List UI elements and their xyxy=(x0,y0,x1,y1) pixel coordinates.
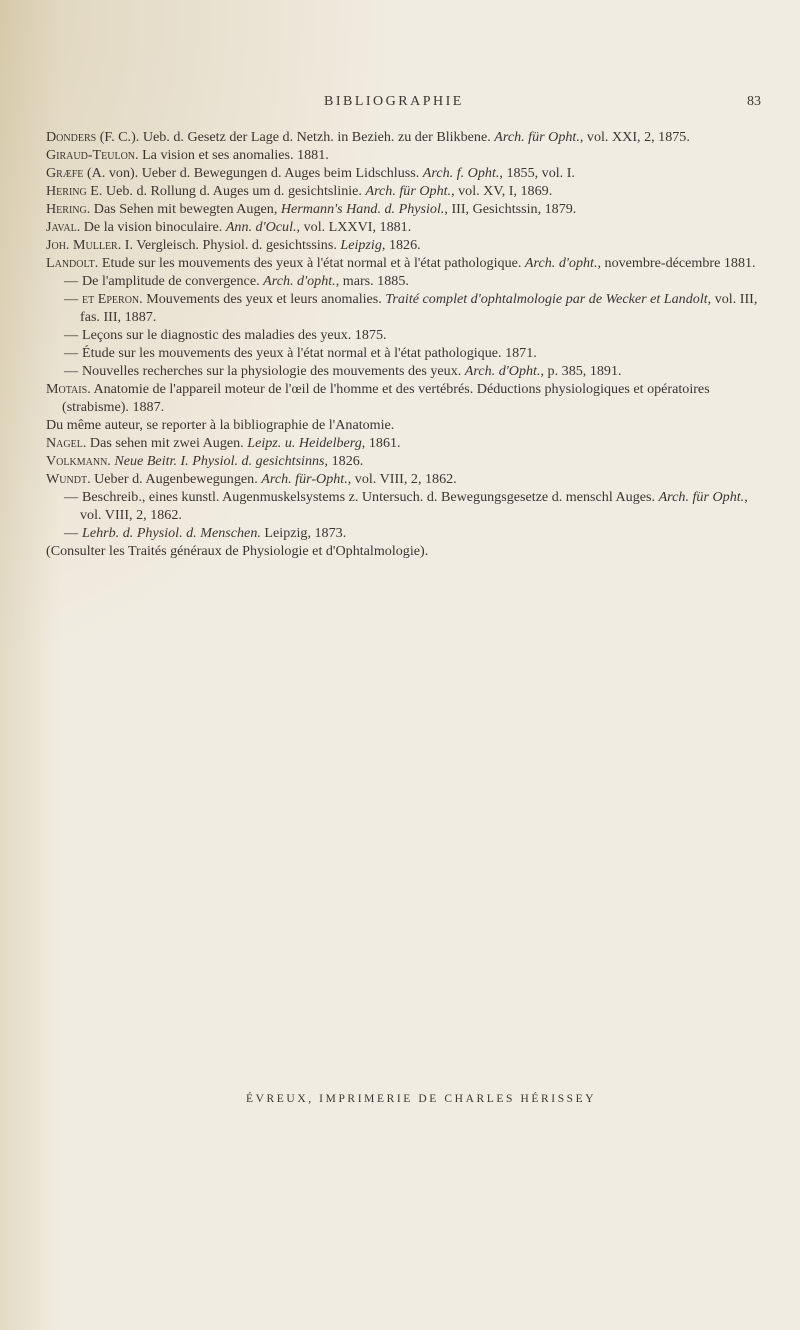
entry-text: Leçons sur le diagnostic des maladies des yeux. 1875. xyxy=(82,327,387,343)
bib-entry-wundt xyxy=(46,470,768,488)
journal-title: Hermann's Hand. d. Physiol. xyxy=(280,201,445,217)
entry-citation: , III, Gesichtssin, 1879. xyxy=(444,201,577,217)
entry-citation: , vol. XV, I, 1869. xyxy=(451,183,553,199)
coauthor-name: et Eperon xyxy=(82,291,140,307)
entry-text: . Das Sehen mit bewegten Augen, xyxy=(86,201,281,217)
page-number: 83 xyxy=(747,94,761,109)
journal-title: Arch. für-Opht. xyxy=(261,471,348,487)
em-dash: — xyxy=(64,525,79,541)
bib-entry-donders xyxy=(46,128,768,146)
entry-citation: , vol. XXI, 2, 1875. xyxy=(579,129,690,145)
entry-citation: , 1826. xyxy=(324,453,364,469)
entry-text: . La vision et ses anomalies. 1881. xyxy=(135,147,329,163)
entry-citation: , 1826. xyxy=(381,237,421,253)
em-dash: — xyxy=(64,273,79,289)
author-name: Volkmann xyxy=(46,453,108,469)
author-name: Landolt xyxy=(46,255,95,271)
page-header xyxy=(0,94,800,114)
entry-text: Beschreib., eines kunstl. Augenmuskelsystems z. Untersuch. d. Bewegungsgesetze d. menschl Auges. xyxy=(82,489,659,505)
entry-citation: , vol. III, fas. III, 1887. xyxy=(80,291,758,325)
author-name: Giraud-Teulon xyxy=(46,147,136,163)
entry-citation: , mars. 1885. xyxy=(335,273,409,289)
bib-subentry-wundt-lehrb xyxy=(46,524,768,542)
author-name: Donders xyxy=(46,129,97,145)
journal-title: Leipz. u. Heidelberg xyxy=(247,435,362,451)
journal-title: Arch. für Opht. xyxy=(494,129,580,145)
bib-subentry-landolt-etude xyxy=(46,344,768,362)
journal-title: Leipzig xyxy=(340,237,382,253)
bib-entry-giraud-teulon xyxy=(46,146,768,164)
bib-subentry-landolt-eperon xyxy=(46,290,768,326)
entry-text: . Das sehen mit zwei Augen. xyxy=(82,435,248,451)
entry-text: Nouvelles recherches sur la physiologie des mouvements des yeux. xyxy=(82,363,465,379)
bib-subentry-landolt-lecons xyxy=(46,326,768,344)
author-name: Hering xyxy=(46,201,87,217)
same-author-note: Du même auteur, se reporter à la bibliographie de l'Anatomie. xyxy=(46,417,395,433)
closing-note: (Consulter les Traités généraux de Physiologie et d'Ophtalmologie). xyxy=(46,543,429,559)
entry-text: (A. von). Ueber d. Bewegungen d. Auges beim Lidschluss. xyxy=(83,165,423,181)
em-dash: — xyxy=(64,363,79,379)
entry-citation: , 1861. xyxy=(361,435,401,451)
bib-entry-volkmann xyxy=(46,452,768,470)
journal-title: Arch. für Opht. xyxy=(658,489,745,505)
author-name: Motais xyxy=(46,381,88,397)
bibliography-list xyxy=(46,128,768,560)
entry-text: . xyxy=(107,453,115,469)
journal-title: Ann. d'Ocul. xyxy=(225,219,297,235)
entry-text: . Ueber d. Augenbewegungen. xyxy=(87,471,262,487)
bib-entry-javal xyxy=(46,218,768,236)
entry-text: . Etude sur les mouvements des yeux à l'état normal et à l'état pathologique. xyxy=(94,255,525,271)
journal-title: Neue Beitr. I. Physiol. d. gesichtsinns xyxy=(114,453,325,469)
journal-title: Traité complet d'ophtalmologie par de Wecker et Landolt xyxy=(385,291,708,307)
author-name: Javal xyxy=(46,219,77,235)
entry-text: . Anatomie de l'appareil moteur de l'œil de l'homme et des vertébrés. Déductions physiologiques et opératoires (strabisme). 1887. xyxy=(62,381,710,415)
bib-subentry-landolt-nouvelles xyxy=(46,362,768,380)
entry-citation: , p. 385, 1891. xyxy=(540,363,622,379)
bib-entry-hering-1 xyxy=(46,182,768,200)
journal-title: Arch. d'opht. xyxy=(263,273,336,289)
entry-citation: Leipzig, 1873. xyxy=(260,525,347,541)
author-name: Græfe xyxy=(46,165,84,181)
bib-subentry-landolt-convergence xyxy=(46,272,768,290)
journal-title: Arch. für Opht. xyxy=(365,183,452,199)
bib-subentry-wundt-beschreib xyxy=(46,488,768,524)
journal-title: Arch. d'Opht. xyxy=(464,363,541,379)
running-title: BIBLIOGRAPHIE xyxy=(324,94,464,109)
entry-text: De l'amplitude de convergence. xyxy=(82,273,264,289)
author-name: Hering xyxy=(46,183,87,199)
bib-entry-graefe xyxy=(46,164,768,182)
bib-entry-landolt xyxy=(46,254,768,272)
book-title: Lehrb. d. Physiol. d. Menschen. xyxy=(82,525,261,541)
entry-text: Étude sur les mouvements des yeux à l'état normal et à l'état pathologique. 1871. xyxy=(82,345,537,361)
entry-text: . Mouvements des yeux et leurs anomalies. xyxy=(139,291,386,307)
entry-citation: , vol. VIII, 2, 1862. xyxy=(347,471,457,487)
entry-citation: , novembre-décembre 1881. xyxy=(597,255,756,271)
entry-citation: , 1855, vol. I. xyxy=(499,165,575,181)
bib-entry-motais xyxy=(46,380,768,416)
author-name: Wundt xyxy=(46,471,88,487)
entry-text: E. Ueb. d. Rollung d. Auges um d. gesichtslinie. xyxy=(86,183,366,199)
entry-text: . I. Vergleisch. Physiol. d. gesichtssins. xyxy=(117,237,341,253)
entry-text: . De la vision binoculaire. xyxy=(76,219,226,235)
entry-citation: , vol. VIII, 2, 1862. xyxy=(80,489,748,523)
author-name: Nagel xyxy=(46,435,83,451)
printer-colophon: ÉVREUX, IMPRIMERIE DE CHARLES HÉRISSEY xyxy=(246,1093,597,1105)
journal-title: Arch. f. Opht. xyxy=(422,165,500,181)
em-dash: — xyxy=(64,327,79,343)
bib-entry-nagel xyxy=(46,434,768,452)
bib-entry-hering-2 xyxy=(46,200,768,218)
entry-text: (F. C.). Ueb. d. Gesetz der Lage d. Netzh. in Bezieh. zu der Blikbene. xyxy=(96,129,495,145)
bib-entry-muller xyxy=(46,236,768,254)
em-dash: — xyxy=(64,345,79,361)
author-name: Joh. Muller xyxy=(46,237,118,253)
journal-title: Arch. d'opht. xyxy=(524,255,598,271)
em-dash: — xyxy=(64,489,79,505)
em-dash: — xyxy=(64,291,79,307)
entry-citation: , vol. LXXVI, 1881. xyxy=(296,219,412,235)
